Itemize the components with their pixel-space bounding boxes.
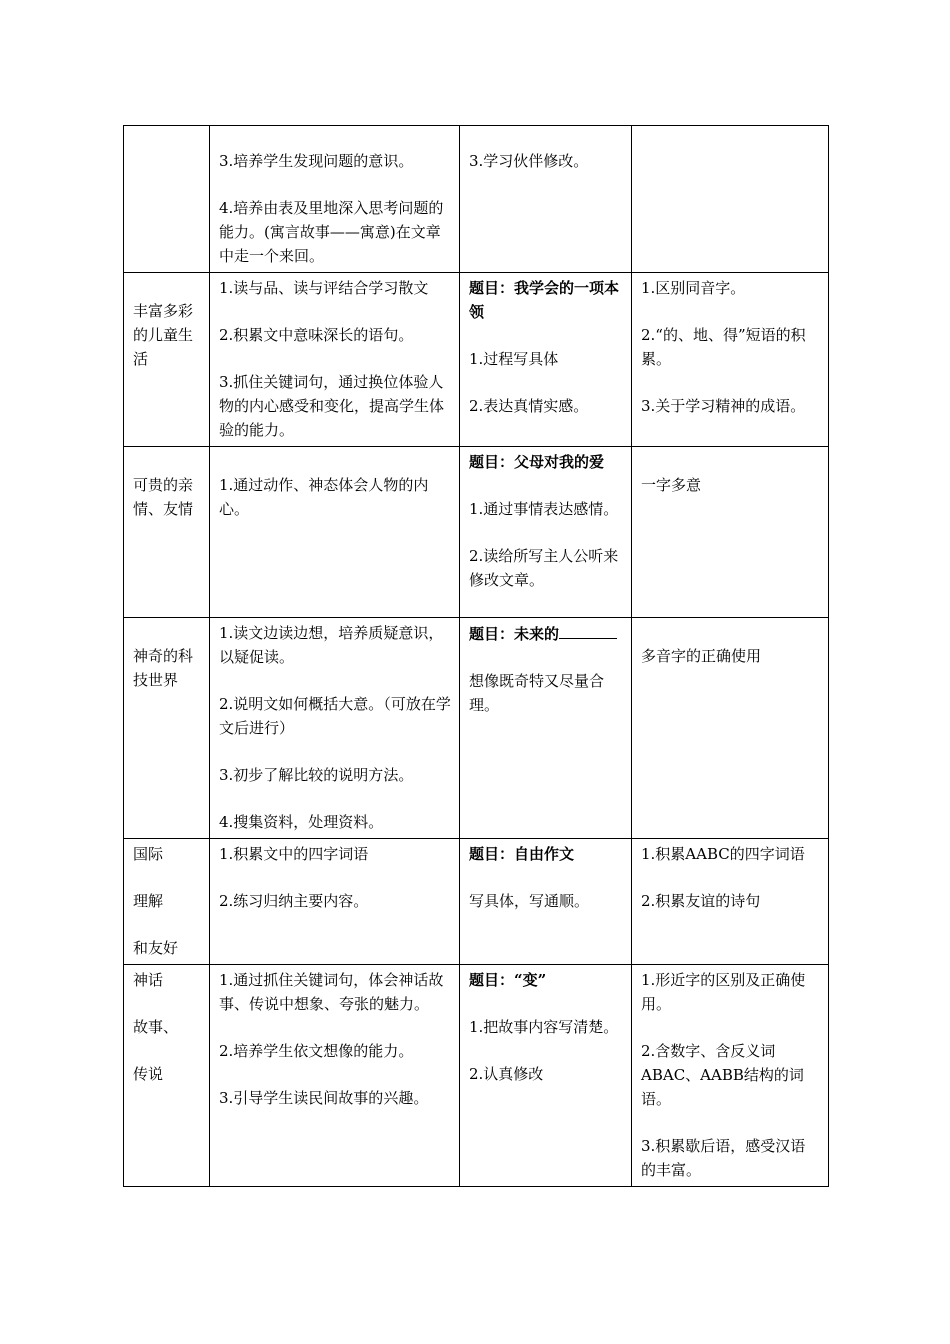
writing-point: 2.表达真情实感。 xyxy=(469,397,589,415)
word-point: 2.积累友谊的诗句 xyxy=(641,892,761,910)
writing-point: 2.认真修改 xyxy=(469,1065,544,1083)
theme-label: 传说 xyxy=(133,1065,164,1083)
theme-label: 国际 xyxy=(133,845,164,863)
table-row xyxy=(124,126,829,273)
word-point: 1.区别同音字。 xyxy=(641,279,746,297)
writing-cell xyxy=(460,273,632,447)
word-point: 2.含数字、含反义词ABAC、AABB结构的词语。 xyxy=(641,1042,804,1108)
writing-point: 想像既奇特又尽量合理。 xyxy=(469,672,605,714)
theme-cell xyxy=(124,447,210,618)
theme-label: 可贵的亲情、友情 xyxy=(133,476,194,518)
theme-cell xyxy=(124,273,210,447)
curriculum-table xyxy=(123,125,829,1187)
writing-cell xyxy=(460,965,632,1187)
reading-goal: 4.搜集资料，处理资料。 xyxy=(219,813,384,831)
reading-goals-cell xyxy=(210,965,460,1187)
theme-label: 丰富多彩的儿童生活 xyxy=(133,302,194,368)
words-cell xyxy=(632,273,829,447)
table-row xyxy=(124,273,829,447)
reading-goal: 1.通过动作、神态体会人物的内心。 xyxy=(219,476,429,518)
writing-point: 2.读给所写主人公听来修改文章。 xyxy=(469,547,619,589)
writing-point: 1.把故事内容写清楚。 xyxy=(469,1018,619,1036)
writing-point: 3.学习伙伴修改。 xyxy=(469,152,589,170)
word-point: 3.关于学习精神的成语。 xyxy=(641,397,806,415)
table-row xyxy=(124,447,829,618)
theme-cell xyxy=(124,839,210,965)
writing-point: 1.过程写具体 xyxy=(469,350,559,368)
table-row xyxy=(124,618,829,839)
reading-goals-cell xyxy=(210,126,460,273)
writing-cell xyxy=(460,839,632,965)
word-point: 一字多意 xyxy=(641,476,702,494)
word-point: 多音字的正确使用 xyxy=(641,647,762,665)
table-row xyxy=(124,965,829,1187)
reading-goal: 1.通过抓住关键词句，体会神话故事、传说中想象、夸张的魅力。 xyxy=(219,971,444,1013)
writing-title: 题目：我学会的一项本领 xyxy=(469,279,620,321)
reading-goal: 4.培养由表及里地深入思考问题的能力。(寓言故事——寓意)在文章中走一个来回。 xyxy=(219,199,444,265)
writing-title: 题目：父母对我的爱 xyxy=(469,453,605,471)
reading-goal: 2.练习归纳主要内容。 xyxy=(219,892,369,910)
theme-label: 和友好 xyxy=(133,939,179,957)
writing-point: 1.通过事情表达感情。 xyxy=(469,500,619,518)
word-point: 3.积累歇后语，感受汉语的丰富。 xyxy=(641,1137,806,1179)
writing-title: 题目：未来的 xyxy=(469,625,560,643)
reading-goal: 3.抓住关键词句，通过换位体验人物的内心感受和变化，提高学生体验的能力。 xyxy=(219,373,445,439)
reading-goal: 1.读与品、读与评结合学习散文 xyxy=(219,279,429,297)
theme-label: 神话 xyxy=(133,971,164,989)
words-cell xyxy=(632,126,829,273)
theme-label: 理解 xyxy=(133,892,164,910)
reading-goal: 3.引导学生读民间故事的兴趣。 xyxy=(219,1089,429,1107)
writing-title: 题目：自由作文 xyxy=(469,845,575,863)
writing-point: 写具体，写通顺。 xyxy=(469,892,590,910)
words-cell xyxy=(632,965,829,1187)
reading-goal: 1.读文边读边想，培养质疑意识，以疑促读。 xyxy=(219,624,444,666)
fill-in-blank xyxy=(559,621,617,639)
reading-goal: 3.培养学生发现问题的意识。 xyxy=(219,152,414,170)
reading-goals-cell xyxy=(210,839,460,965)
words-cell xyxy=(632,839,829,965)
word-point: 1.形近字的区别及正确使用。 xyxy=(641,971,806,1013)
words-cell xyxy=(632,618,829,839)
theme-label: 故事、 xyxy=(133,1018,179,1036)
word-point: 2.“的、地、得”短语的积累。 xyxy=(641,326,806,368)
theme-cell xyxy=(124,965,210,1187)
table-row xyxy=(124,839,829,965)
writing-cell xyxy=(460,618,632,839)
reading-goal: 2.说明文如何概括大意。（可放在学文后进行） xyxy=(219,695,451,737)
reading-goal: 3.初步了解比较的说明方法。 xyxy=(219,766,414,784)
writing-title-wrap xyxy=(469,621,623,646)
reading-goal: 2.积累文中意味深长的语句。 xyxy=(219,326,414,344)
reading-goals-cell xyxy=(210,618,460,839)
writing-cell xyxy=(460,447,632,618)
reading-goal: 1.积累文中的四字词语 xyxy=(219,845,369,863)
reading-goals-cell xyxy=(210,447,460,618)
theme-label: 神奇的科技世界 xyxy=(133,647,194,689)
writing-title: 题目：“变” xyxy=(469,971,547,989)
writing-cell xyxy=(460,126,632,273)
theme-cell xyxy=(124,618,210,839)
reading-goals-cell xyxy=(210,273,460,447)
reading-goal: 2.培养学生依文想像的能力。 xyxy=(219,1042,414,1060)
word-point: 1.积累AABC的四字词语 xyxy=(641,845,805,863)
words-cell xyxy=(632,447,829,618)
theme-cell xyxy=(124,126,210,273)
